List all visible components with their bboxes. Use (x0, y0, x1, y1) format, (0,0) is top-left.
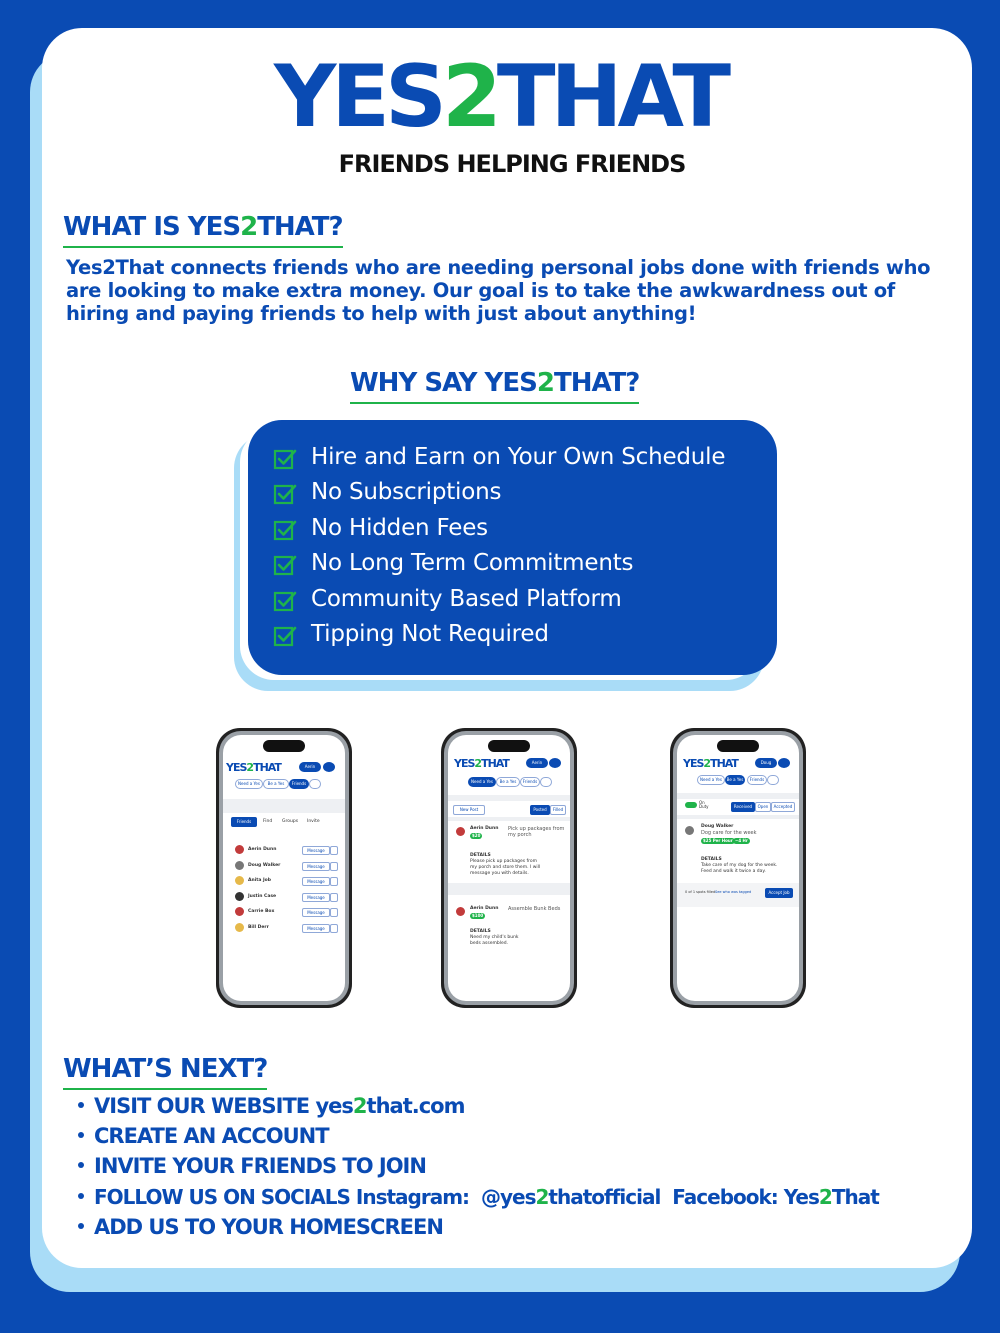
new-post-button[interactable]: New Post (453, 805, 485, 815)
post-details: Please pick up packages from my porch and store them. I will message you with details. (470, 859, 541, 876)
message-button[interactable]: Message (302, 924, 330, 933)
details-label: DETAILS (470, 929, 491, 934)
time-badge: ~4 Hr (735, 838, 748, 843)
benefit-item (273, 515, 777, 550)
message-button[interactable]: Message (302, 846, 330, 855)
about-text: Yes2That connects friends who are needing personal jobs done with friends who are looking to make extra money. Our goal is to take the awkwardness out of hiring and paying friends to help with just about anything! (66, 256, 931, 325)
job-title: Dog care for the week (701, 830, 757, 836)
message-button[interactable]: Message (302, 908, 330, 917)
post-title: Pick up packages from my porch (508, 826, 565, 838)
friend-name: Doug Walker (248, 862, 281, 868)
friend-name: Carrie Box (248, 909, 275, 914)
phone-notch (488, 740, 530, 752)
phone-be-a-yes (670, 728, 806, 1008)
bullet (78, 1193, 84, 1199)
avatar (456, 907, 465, 916)
chevron-down-icon[interactable] (330, 877, 338, 886)
benefit-label: No Subscriptions (311, 479, 502, 506)
why-heading: WHY SAY YES2THAT? (350, 368, 639, 404)
avatar (685, 826, 694, 835)
avatar (235, 876, 244, 885)
chevron-down-icon[interactable] (330, 893, 338, 902)
spacer (448, 795, 570, 801)
benefit-label: No Hidden Fees (311, 514, 488, 541)
filter-posted[interactable]: Posted (530, 805, 550, 815)
nav-be-yes[interactable]: Be a Yes (496, 777, 520, 787)
instagram-handle[interactable]: @yes2thatofficial (480, 1184, 661, 1209)
tab-friends[interactable]: Friends (231, 817, 257, 827)
benefit-item (273, 586, 777, 621)
benefit-label: Hire and Earn on Your Own Schedule (311, 444, 726, 470)
avatar (235, 861, 244, 870)
checkbox-icon (273, 589, 297, 613)
bullet (78, 1162, 84, 1168)
details-label: DETAILS (470, 853, 491, 858)
benefit-label: Tipping Not Required (311, 620, 549, 647)
post-title: Assemble Bunk Beds (508, 906, 561, 912)
logo: YES2THAT (274, 47, 726, 147)
instagram-label: Instagram: (355, 1184, 470, 1209)
phone-screen (223, 735, 345, 1001)
filter-accepted[interactable]: Accepted (771, 802, 795, 812)
avatar (456, 827, 465, 836)
checkbox-icon (273, 624, 297, 648)
spots-filled: 0 of 1 spots filled. (685, 890, 717, 894)
bullet (78, 1102, 84, 1108)
chevron-down-icon[interactable] (330, 862, 338, 871)
friend-name: Justin Case (248, 893, 277, 899)
about-heading: WHAT IS YES2THAT? (63, 212, 343, 248)
benefit-item (273, 444, 777, 479)
mail-icon[interactable] (540, 777, 552, 787)
bullet (78, 1223, 84, 1229)
checkbox-icon (273, 482, 297, 506)
facebook-label: Facebook: (672, 1184, 778, 1209)
filter-received[interactable]: Received (731, 802, 755, 812)
next-item-socials: FOLLOW US ON SOCIALS Instagram: @yes2thatofficial Facebook: Yes2That (78, 1185, 879, 1215)
message-button[interactable]: Message (302, 877, 330, 886)
nav-friends[interactable]: Friends (520, 777, 540, 787)
price-badge: $100 (472, 913, 484, 918)
nav-need-yes[interactable]: Need a Yes (697, 775, 725, 785)
facebook-handle[interactable]: Yes2That (783, 1184, 879, 1209)
friend-name: Bill Derr (248, 924, 269, 930)
app-logo: YES2THAT (454, 757, 509, 770)
accept-job-button[interactable]: Accept Job (765, 888, 793, 898)
friend-name: Anita Job (248, 878, 271, 883)
tagline: FRIENDS HELPING FRIENDS (338, 150, 686, 178)
on-duty-toggle[interactable] (685, 802, 697, 808)
phone-screen (448, 735, 570, 1001)
next-heading: WHAT’S NEXT? (63, 1054, 267, 1090)
nav-need-yes[interactable]: Need a Yes (468, 777, 496, 787)
bell-icon[interactable] (549, 758, 561, 768)
details-label: DETAILS (701, 857, 722, 862)
mail-icon[interactable] (309, 779, 321, 789)
phone-notch (263, 740, 305, 752)
checkbox-icon (273, 553, 297, 577)
price-badge: $20 (472, 833, 481, 838)
post-author: Aerin Dunn (470, 826, 499, 831)
job-author: Doug Walker (701, 824, 734, 829)
spacer (677, 793, 799, 799)
app-logo: YES2THAT (683, 757, 738, 770)
bell-icon[interactable] (323, 762, 335, 772)
benefit-item (273, 479, 777, 514)
nav-be-yes[interactable]: Be a Yes (725, 775, 745, 785)
nav-be-yes[interactable]: Be a Yes (263, 779, 289, 789)
next-item-account: CREATE AN ACCOUNT (78, 1124, 879, 1154)
tab-invite[interactable]: Invite (307, 819, 320, 824)
message-button[interactable]: Message (302, 862, 330, 871)
job-details: Take care of my dog for the week. Feed and walk it twice a day. (701, 863, 778, 874)
chevron-down-icon[interactable] (330, 908, 338, 917)
friend-name: Aerin Dunn (248, 847, 277, 852)
toggle-label: On Duty (699, 800, 709, 809)
benefit-label: Community Based Platform (311, 585, 622, 612)
nav-friends[interactable]: Friends (289, 779, 309, 789)
benefits-box (248, 420, 777, 675)
chevron-down-icon[interactable] (330, 924, 338, 933)
website-link[interactable]: yes2that.com (315, 1094, 465, 1118)
next-item-homescreen: ADD US TO YOUR HOMESCREEN (78, 1215, 879, 1245)
avatar (235, 923, 244, 932)
next-steps-list (78, 1094, 879, 1245)
spacer (223, 799, 345, 813)
bullet (78, 1132, 84, 1138)
avatar (235, 892, 244, 901)
checkbox-icon (273, 518, 297, 542)
nav-friends[interactable]: Friends (747, 775, 767, 785)
phone-notch (717, 740, 759, 752)
next-item-website: VISIT OUR WEBSITE yes2that.com (78, 1094, 879, 1124)
spacer (448, 817, 570, 821)
post-author: Aerin Dunn (470, 906, 499, 911)
spacer (677, 815, 799, 819)
chevron-down-icon[interactable] (330, 846, 338, 855)
next-item-invite: INVITE YOUR FRIENDS TO JOIN (78, 1154, 879, 1184)
user-menu[interactable]: Doug (755, 758, 777, 768)
benefit-item (273, 550, 777, 585)
phone-screen (677, 735, 799, 1001)
tab-find[interactable]: Find (263, 819, 273, 824)
nav-need-yes[interactable]: Need a Yes (235, 779, 263, 789)
phone-friends (216, 728, 352, 1008)
tagged-link[interactable]: See who was tagged (715, 890, 752, 894)
post-details: Need my child's bunk beds assembled. (470, 935, 519, 946)
tab-groups[interactable]: Groups (282, 819, 299, 824)
user-menu[interactable]: Aerin (299, 762, 321, 772)
mail-icon[interactable] (767, 775, 779, 785)
benefits-list (248, 420, 777, 656)
app-logo: YES2THAT (226, 761, 281, 774)
checkbox-icon (273, 447, 297, 471)
benefit-label: No Long Term Commitments (311, 550, 634, 577)
message-button[interactable]: Message (302, 893, 330, 902)
user-menu[interactable]: Aerin (526, 758, 548, 768)
filter-filled[interactable]: Filled (550, 805, 566, 815)
avatar (235, 907, 244, 916)
benefit-item (273, 621, 777, 656)
filter-open[interactable]: Open (755, 802, 771, 812)
spacer (448, 883, 570, 895)
bell-icon[interactable] (778, 758, 790, 768)
rate-badge: $25 Per Hour (703, 838, 733, 843)
phone-need-a-yes (441, 728, 577, 1008)
avatar (235, 845, 244, 854)
